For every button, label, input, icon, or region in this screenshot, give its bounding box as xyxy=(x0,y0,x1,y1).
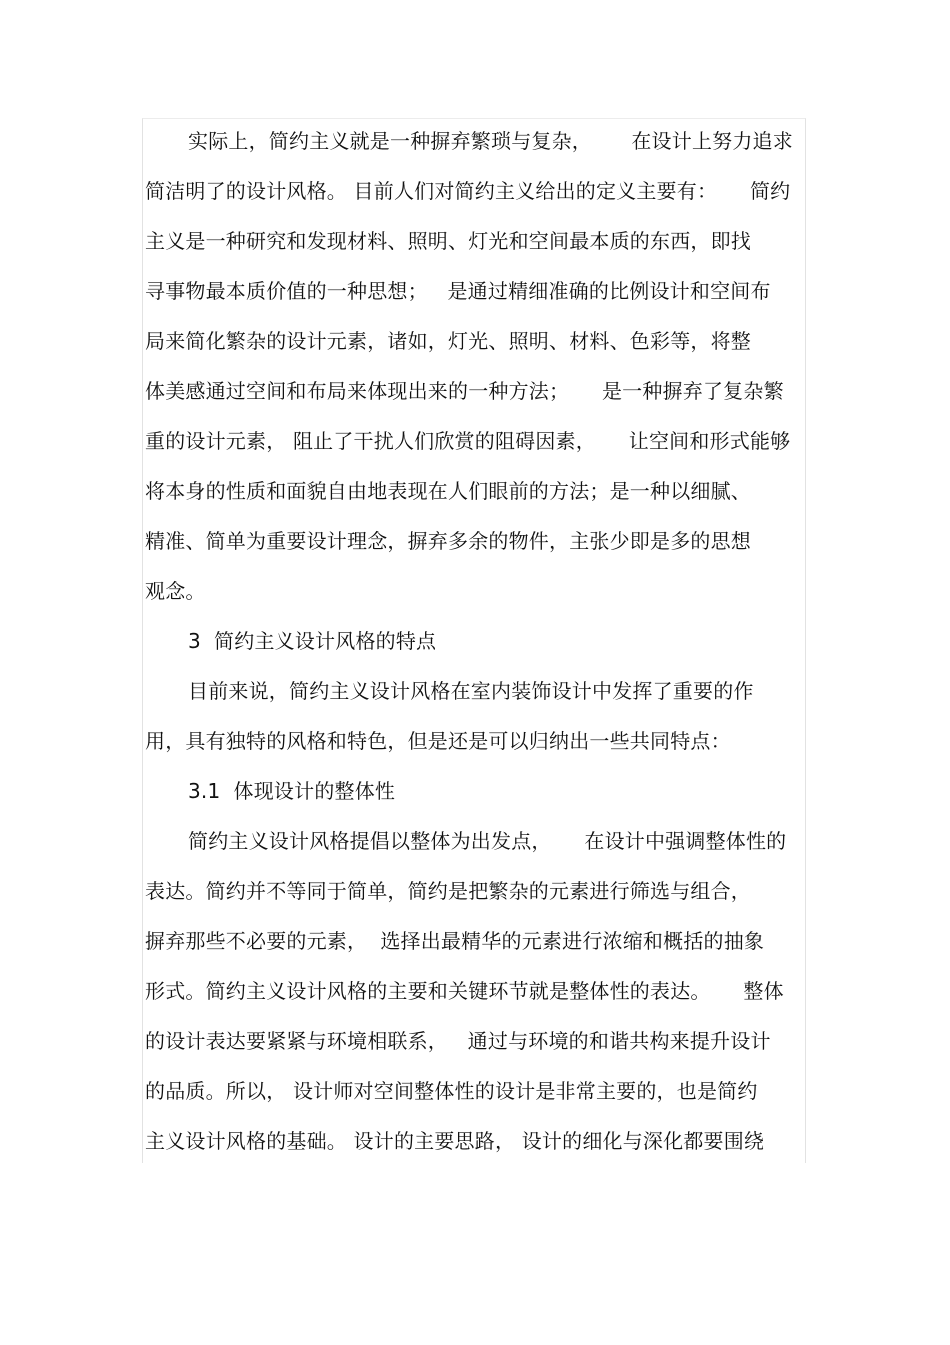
paragraph-line: 的设计表达要紧紧与环境相联系， 通过与环境的和谐共构来提升设计 xyxy=(145,1029,771,1053)
paragraph-line: 主义设计风格的基础。 设计的主要思路， 设计的细化与深化都要围绕 xyxy=(145,1129,765,1153)
paragraph-line: 寻事物最本质价值的一种思想； 是通过精细准确的比例设计和空间布 xyxy=(145,279,771,303)
paragraph-line: 实际上，简约主义就是一种摒弃繁琐与复杂， 在设计上努力追求 xyxy=(188,129,793,153)
paragraph-line: 观念。 xyxy=(145,579,206,603)
paragraph-line: 的品质。所以， 设计师对空间整体性的设计是非常主要的，也是简约 xyxy=(145,1079,758,1103)
paragraph-line: 表达。简约并不等同于简单，简约是把繁杂的元素进行筛选与组合， xyxy=(145,879,751,903)
paragraph-line: 摒弃那些不必要的元素， 选择出最精华的元素进行浓缩和概括的抽象 xyxy=(145,929,765,953)
paragraph-line: 主义是一种研究和发现材料、照明、灯光和空间最本质的东西，即找 xyxy=(145,229,751,253)
paragraph-line: 简约主义设计风格提倡以整体为出发点， 在设计中强调整体性的 xyxy=(188,829,787,853)
paragraph-line: 用，具有独特的风格和特色，但是还是可以归纳出一些共同特点： xyxy=(145,729,731,753)
paragraph-line: 目前来说，简约主义设计风格在室内装饰设计中发挥了重要的作 xyxy=(188,679,754,703)
paragraph-line: 重的设计元素， 阻止了干扰人们欣赏的阻碍因素， 让空间和形式能够 xyxy=(145,429,791,453)
section-heading: 3 简约主义设计风格的特点 xyxy=(188,629,437,653)
paragraph-line: 形式。简约主义设计风格的主要和关键环节就是整体性的表达。 整体 xyxy=(145,979,784,1003)
paragraph-line: 体美感通过空间和布局来体现出来的一种方法； 是一种摒弃了复杂繁 xyxy=(145,379,784,403)
paragraph-line: 将本身的性质和面貌自由地表现在人们眼前的方法；是一种以细腻、 xyxy=(145,479,751,503)
paragraph-line: 局来简化繁杂的设计元素，诸如，灯光、照明、材料、色彩等，将整 xyxy=(145,329,751,353)
subsection-heading: 3.1 体现设计的整体性 xyxy=(188,779,396,803)
paragraph-line: 精准、简单为重要设计理念，摒弃多余的物件，主张少即是多的思想 xyxy=(145,529,751,553)
paragraph-line: 简洁明了的设计风格。 目前人们对简约主义给出的定义主要有： 简约 xyxy=(145,179,791,203)
